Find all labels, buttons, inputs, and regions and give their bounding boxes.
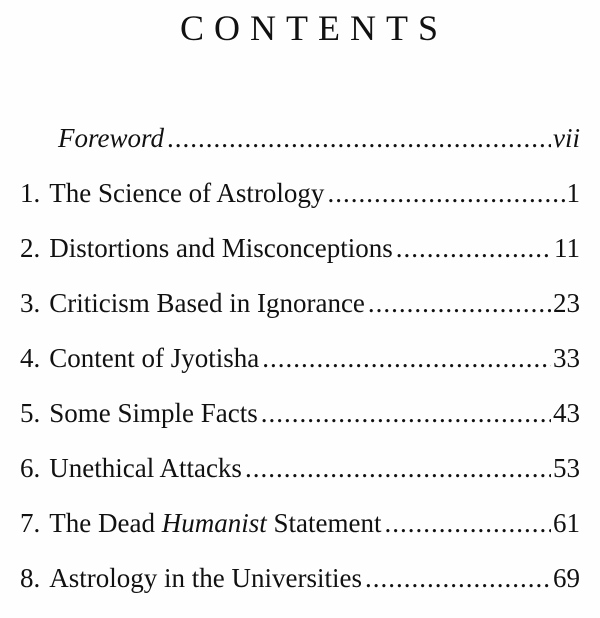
toc-entry [20,286,580,320]
dot-leader [245,451,551,485]
toc-entry-title: Distortions and Misconceptions [49,233,393,263]
toc-entry-number: 8. [20,563,41,593]
toc-entry-title: Astrology in the Universities [49,563,362,593]
toc-entry-title: Some Simple Facts [49,398,258,428]
toc-entry-title [49,506,381,540]
toc-entry-page: 53 [553,453,580,483]
dot-leader [396,231,552,265]
dot-leader [262,341,551,375]
toc-entry-page: 33 [553,343,580,373]
dot-leader [384,506,551,540]
toc-entry-title: Criticism Based in Ignorance [49,288,365,318]
toc-entry [20,396,580,430]
toc-entry-page: vii [553,123,580,153]
toc-entry-page: 43 [553,398,580,428]
toc-entry [20,176,580,210]
toc-entry-number: 6. [20,453,41,483]
dot-leader [365,561,551,595]
toc-entry-number: 4. [20,343,41,373]
toc-entry [20,341,580,375]
toc-entry-title: Foreword [58,123,164,153]
toc-entry-number: 3. [20,288,41,318]
dot-leader [261,396,551,430]
dot-leader [167,121,551,155]
toc-entry-number: 1. [20,178,41,208]
page-title: CONTENTS [180,8,448,48]
toc-entry-page: 1 [566,178,580,208]
toc-entry-title-italic: Humanist [161,508,267,538]
dot-leader [327,176,564,210]
toc-entry-title: Content of Jyotisha [49,343,260,373]
toc-entry [20,231,580,265]
toc-entry-number: 2. [20,233,41,263]
toc-entry-number: 7. [20,508,41,538]
toc-entry-page: 69 [553,563,580,593]
toc-entry-foreword [58,121,580,155]
toc-entry-title: The Science of Astrology [49,178,325,208]
toc-entry-title: Unethical Attacks [49,453,242,483]
toc-entry-page: 11 [554,233,580,263]
toc-entry-title-part: The Dead [49,508,155,538]
toc-entry-page: 23 [553,288,580,318]
toc-entry-number: 5. [20,398,41,428]
dot-leader [368,286,551,320]
toc-entry [20,506,580,540]
toc-entry-page: 61 [553,508,580,538]
toc-entry [20,561,580,595]
toc-entry-title-part: Statement [273,508,382,538]
toc-entry [20,451,580,485]
